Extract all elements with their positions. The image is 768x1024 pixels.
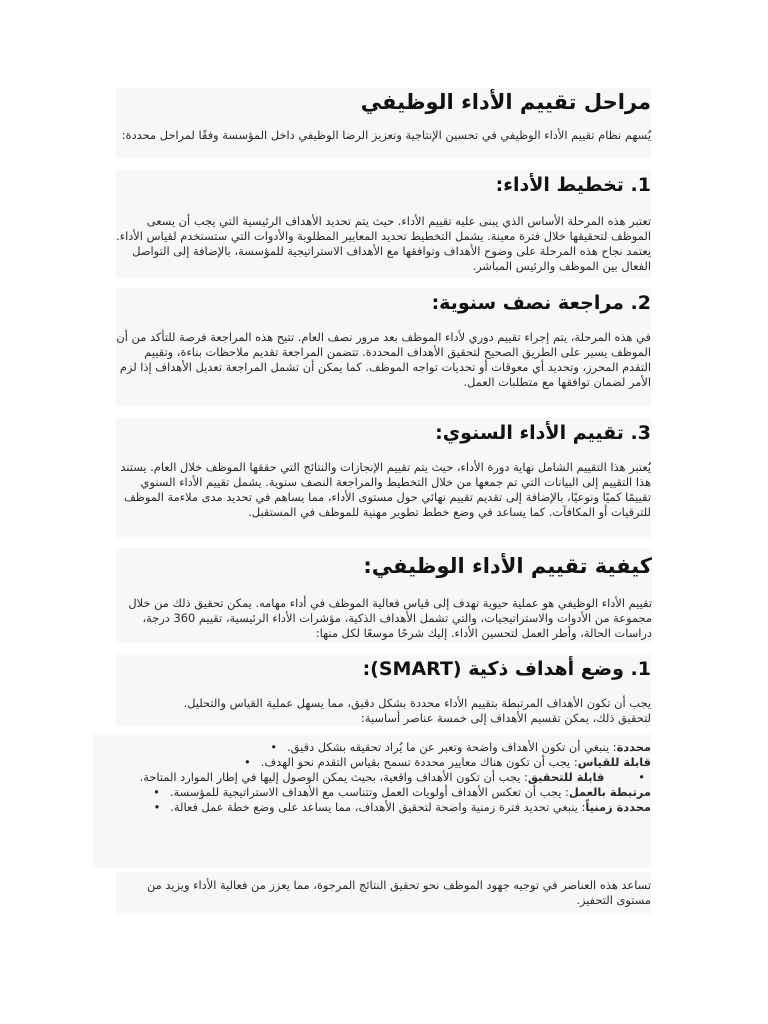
smart-desc: : ينبغي أن تكون الأهداف واضحة وتعبر عن ما يُراد تحقيقه بشكل دقيق. <box>287 740 617 754</box>
intro-paragraph: يُسهم نظام تقييم الأداء الوظيفي في تحسين الإنتاجية وتعزيز الرضا الوظيفي داخل المؤسسة وفقًا لمراحل محددة: <box>121 128 651 142</box>
bullet-icon: • <box>270 740 278 754</box>
stage-section-2 <box>116 288 651 406</box>
smart-desc: : ينبغي تحديد فترة زمنية واضحة لتحقيق الأهداف، مما يساعد على وضع خطة عمل فعالة. <box>170 800 586 814</box>
intro-section <box>116 88 651 158</box>
smart-heading: 1. وضع أهداف ذكية (SMART): <box>362 658 651 680</box>
stage-paragraph: في هذه المرحلة، يتم إجراء تقييم دوري لأداء الموظف بعد مرور نصف العام. تتيح هذه المراجعة فرصة للتأكد من أن الموظف يسير على الطريق الصحيح لتحقيق الأهداف المحددة. تتضمن المراجعة تقديم ملاحظات بناءة، وتقييم التقدم المحرز، وتحديد أي معوقات أو تحديات تواجه الموظف. كما يمكن أن تشمل المراجعة تعديل الأهداف إذا لزم الأمر لضمان توافقها مع متطلبات العمل. <box>116 330 651 389</box>
list-item <box>107 770 651 785</box>
bullet-icon: • <box>244 755 251 769</box>
how-section <box>116 548 652 643</box>
smart-term: محددة <box>616 740 651 754</box>
closing-section <box>116 872 651 914</box>
list-item <box>107 755 651 770</box>
stage-paragraph: تعتبر هذه المرحلة الأساس الذي يبنى عليه تقييم الأداء. حيث يتم تحديد الأهداف الرئيسية التي يجب أن يسعى الموظف لتحقيقها خلال فترة معينة. يشمل التخطيط تحديد المعايير المطلوبة والأدوات التي ستستخدم لقياس الأداء. يعتمد نجاح هذه المرحلة على وضوح الأهداف وتوافقها مع الأهداف الاستراتيجية للمؤسسة، بالإضافة إلى التواصل الفعال بين الموظف والرئيس المباشر. <box>116 214 651 273</box>
smart-term: مرتبطة بالعمل <box>568 785 651 799</box>
bullet-icon: • <box>638 770 645 784</box>
bullet-icon: • <box>153 785 160 799</box>
list-item <box>107 800 651 815</box>
stage-heading: 1. تخطيط الأداء: <box>495 174 651 196</box>
how-paragraph: تقييم الأداء الوظيفي هو عملية حيوية تهدف إلى قياس فعالية الموظف في أداء مهامه. يمكن تحقيق ذلك من خلال مجموعة من الأدوات والاستراتيجيات، والتي تشمل الأهداف الذكية، مؤشرات الأداء الرئيسية، تقييم 360 درجة، دراسات الحالة، وأطر العمل لتحسين الأداء. إليك شرحًا موسعًا لكل منها: <box>128 596 652 640</box>
smart-desc: : يجب أن تكون الأهداف واقعية، بحيث يمكن الوصول إليها في إطار الموارد المتاحة. <box>139 770 528 784</box>
smart-list <box>93 734 651 868</box>
smart-term: قابلة للقياس <box>577 755 651 769</box>
smart-term: محددة زمنياً <box>585 800 651 814</box>
stage-paragraph: يُعتبر هذا التقييم الشامل نهاية دورة الأداء، حيث يتم تقييم الإنجازات والنتائج التي حققها الموظف خلال العام. يستند هذا التقييم إلى البيانات التي تم جمعها من خلال التخطيط والمراجعة النصف سنوية. يشمل تقييم الأداء السنوي تقييمًا كميًا ونوعيًا، بالإضافة إلى تقديم تقييم نهائي حول مستوى الأداء، مما يساهم في تحديد مدى ملاءمة الموظف للترقيات أو المكافآت. كما يساعد في وضع خطط تطوير مهنية للموظف في المستقبل. <box>120 460 651 519</box>
bullet-icon: • <box>153 800 161 814</box>
stage-section-1 <box>116 170 651 278</box>
smart-intro: يجب أن تكون الأهداف المرتبطة بتقييم الأداء محددة بشكل دقيق، مما يسهل عملية القياس والتحليل. لتحقيق ذلك، يمكن تقسيم الأهداف إلى خمسة عناصر أساسية: <box>183 696 651 725</box>
smart-term: قابلة للتحقيق <box>527 770 605 784</box>
smart-section <box>116 654 651 726</box>
how-heading: كيفية تقييم الأداء الوظيفي: <box>363 554 652 578</box>
stage-section-3 <box>116 418 651 538</box>
stage-heading: 3. تقييم الأداء السنوي: <box>435 422 651 444</box>
closing-paragraph: تساعد هذه العناصر في توجيه جهود الموظف نحو تحقيق النتائج المرجوة، مما يعزز من فعالية الأداء ويزيد من مستوى التحفيز. <box>146 878 651 907</box>
smart-desc: : يجب أن تكون هناك معايير محددة تسمح بقياس التقدم نحو الهدف. <box>260 755 578 769</box>
stage-heading: 2. مراجعة نصف سنوية: <box>431 292 651 314</box>
page-title: مراحل تقييم الأداء الوظيفي <box>360 90 651 114</box>
list-item <box>107 740 651 755</box>
list-item <box>107 785 651 800</box>
smart-desc: : يجب أن تعكس الأهداف أولويات العمل وتتناسب مع الأهداف الاستراتيجية للمؤسسة. <box>169 785 569 799</box>
